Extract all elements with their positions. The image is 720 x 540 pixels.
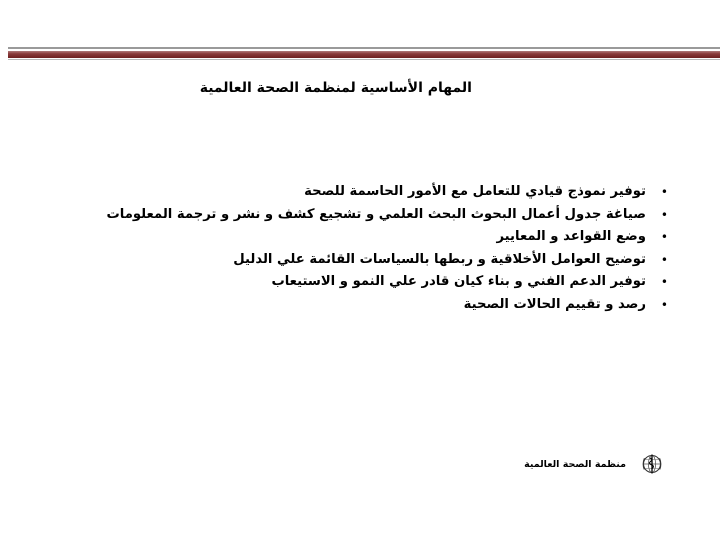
footer [524,452,664,476]
header-rule-top [8,47,720,49]
who-emblem-icon [640,452,664,476]
bullet-item: • صياغة جدول أعمال البحوث البحث العلمي و تشجيع كشف و نشر و ترجمة المعلومات [54,204,674,227]
bullet-item: • وضع القواعد و المعايير [54,226,674,249]
footer-organization-name: منظمة الصحة العالمية [524,458,626,470]
bullet-list [54,181,674,316]
bullet-item: • توفير نموذج قيادي للتعامل مع الأمور الحاسمة للصحة [54,181,674,204]
bullet-item: • توضيح العوامل الأخلاقية و ربطها بالسياسات القائمة علي الدليل [54,249,674,272]
slide-title: المهام الأساسية لمنظمة الصحة العالمية [199,80,472,96]
header-rule-bottom [8,59,720,60]
header-accent-bar [8,51,720,58]
bullet-item: • توفير الدعم الفني و بناء كيان قادر علي النمو و الاستيعاب [54,271,674,294]
bullet-item: • رصد و تقييم الحالات الصحية [54,294,674,317]
